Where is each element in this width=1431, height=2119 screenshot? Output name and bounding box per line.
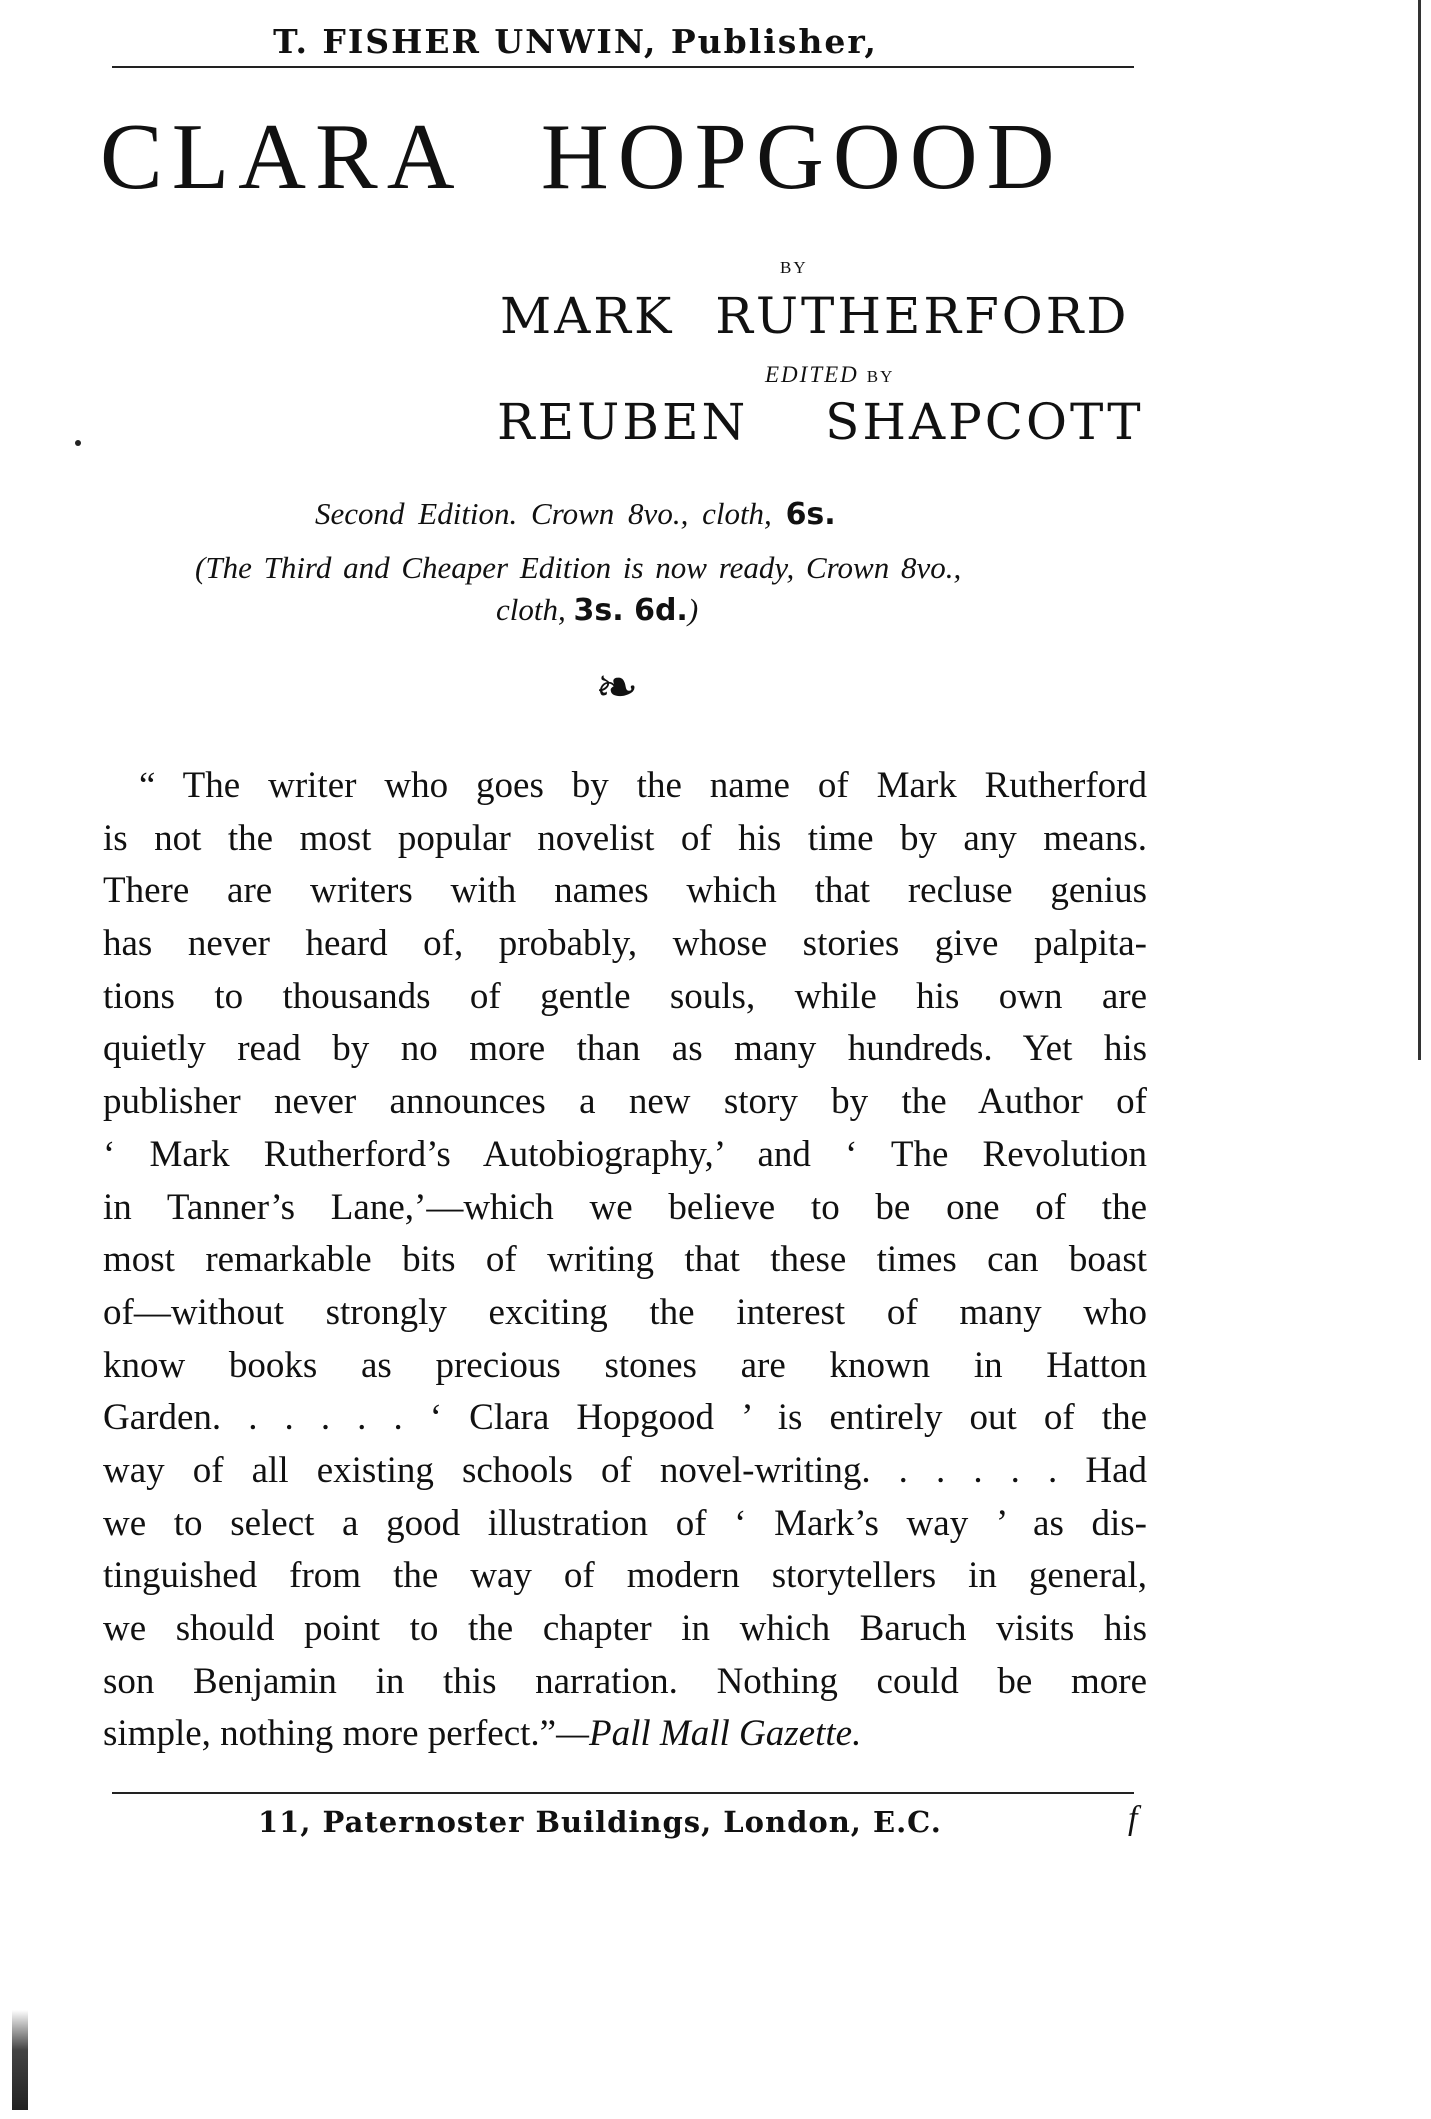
edition-line-3-text: cloth, (496, 592, 566, 627)
editor-name: REUBEN SHAPCOTT (497, 393, 1144, 451)
edited-by-label (765, 362, 894, 388)
edition-line-2: (The Third and Cheaper Edition is now ready, Crown 8vo., (195, 550, 962, 585)
review-quote (103, 760, 1147, 1761)
publisher-address: 11, Paternoster Buildings, London, E.C. (258, 1805, 942, 1839)
price-6s: 6s. (785, 497, 836, 532)
review-line: is not the most popular novelist of his time by any means. (103, 817, 1147, 859)
by-label: BY (780, 258, 808, 277)
review-line: publisher never announces a new story by the Author of (103, 1081, 1147, 1123)
publisher-header: T. FISHER UNWIN, Publisher, (273, 22, 878, 61)
footer-rule (112, 1792, 1134, 1794)
review-line: know books as precious stones are known in Hatton (103, 1344, 1147, 1386)
edition-line-1-text: Second Edition. Crown 8vo., cloth, (315, 496, 772, 531)
review-line: “ The writer who goes by the name of Mark Rutherford (139, 765, 1147, 806)
signature-mark: f (1128, 1800, 1138, 1837)
review-line: quietly read by no more than as many hundreds. Yet his (103, 1028, 1147, 1070)
author-name: MARK RUTHERFORD (500, 287, 1130, 345)
review-source: —Pall Mall Gazette. (556, 1713, 862, 1755)
review-line: ‘ Mark Rutherford’s Autobiography,’ and ‘ The Revolution (103, 1133, 1147, 1175)
review-line: of—without strongly exciting the interest of many who (103, 1291, 1147, 1333)
review-line: most remarkable bits of writing that these times can boast (103, 1239, 1147, 1281)
header-rule (112, 66, 1134, 68)
edition-line-3 (496, 592, 698, 628)
review-line: Garden. . . . . . ‘ Clara Hopgood ’ is entirely out of the (103, 1397, 1147, 1439)
edition-line-3-close: ) (687, 592, 699, 627)
review-line: tions to thousands of gentle souls, while his own are (103, 975, 1147, 1017)
edited-word: EDITED (765, 362, 859, 387)
review-line: we to select a good illustration of ‘ Mark’s way ’ as dis- (103, 1502, 1147, 1544)
review-line: way of all existing schools of novel-writing. . . . . . Had (103, 1449, 1147, 1491)
edition-line-1 (315, 496, 836, 532)
page-edge-line (1418, 0, 1421, 1060)
ink-dot (75, 440, 81, 446)
review-line: son Benjamin in this narration. Nothing could be more (103, 1660, 1147, 1702)
price-3s6d: 3s. 6d. (573, 593, 688, 628)
review-line: simple, nothing more perfect.” (103, 1713, 557, 1755)
review-line: has never heard of, probably, whose stories give palpita- (103, 923, 1147, 965)
review-line: tinguished from the way of modern storytellers in general, (103, 1555, 1147, 1597)
review-line: we should point to the chapter in which Baruch visits his (103, 1608, 1147, 1649)
binding-mark (12, 2010, 28, 2110)
book-title: CLARA HOPGOOD (100, 105, 1064, 209)
review-line: There are writers with names which that recluse genius (103, 870, 1147, 912)
edited-by-word: BY (866, 367, 895, 386)
fleuron-ornament-icon: ❧ (595, 658, 639, 718)
review-last-line (103, 1708, 1147, 1761)
review-line: in Tanner’s Lane,’—which we believe to be one of the (103, 1186, 1147, 1228)
